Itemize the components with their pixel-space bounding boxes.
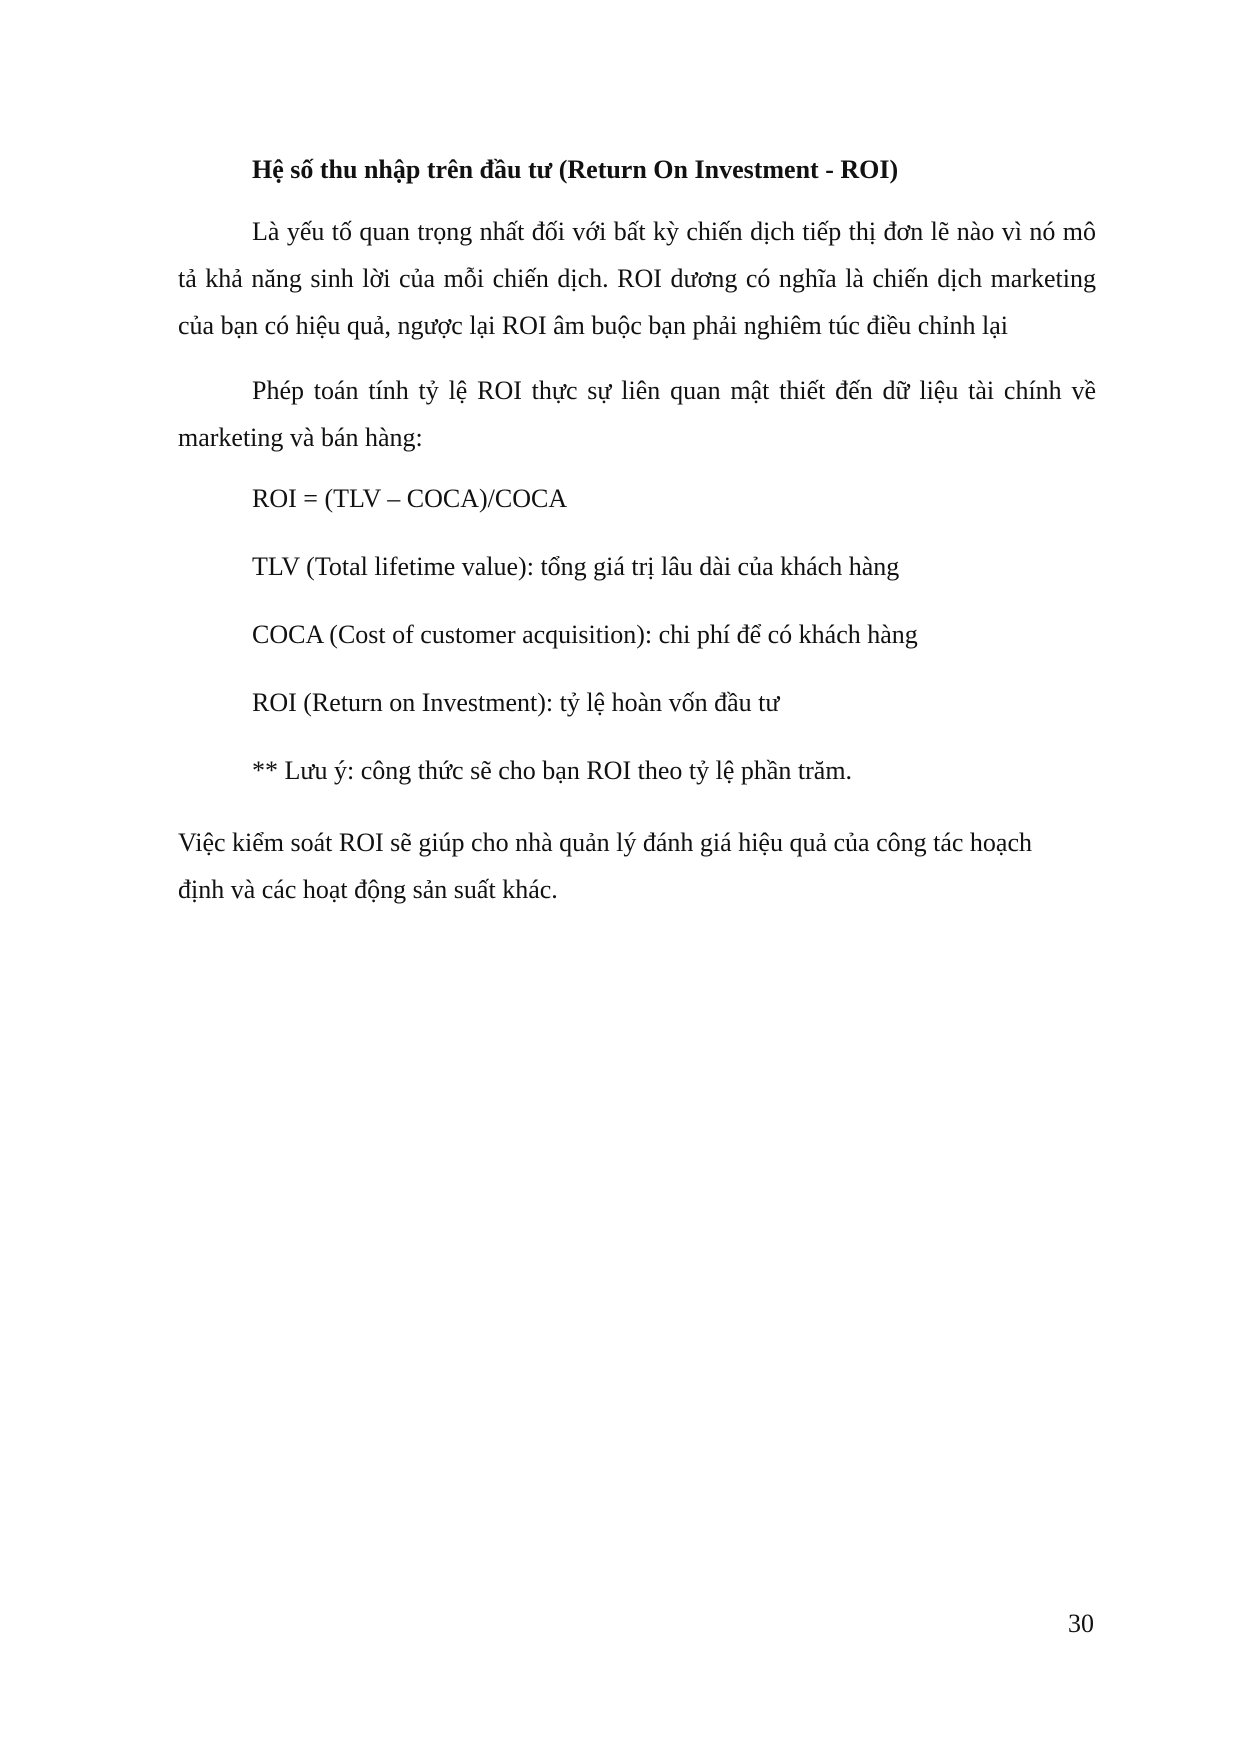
paragraph-roi-calculation: Phép toán tính tỷ lệ ROI thực sự liên quan mật thiết đến dữ liệu tài chính về marketing và bán hàng:: [178, 376, 1096, 452]
page-content: [178, 150, 1096, 913]
note-percentage: ** Lưu ý: công thức sẽ cho bạn ROI theo tỷ lệ phần trăm.: [252, 756, 853, 785]
definition-roi: ROI (Return on Investment): tỷ lệ hoàn vốn đầu tư: [252, 688, 780, 717]
formula-roi: ROI = (TLV – COCA)/COCA: [252, 484, 568, 513]
page-number: 30: [1068, 1609, 1094, 1638]
section-heading: Hệ số thu nhập trên đầu tư (Return On Investment - ROI): [252, 155, 899, 184]
definition-coca: COCA (Cost of customer acquisition): chi phí để có khách hàng: [252, 620, 918, 649]
paragraph-roi-definition: Là yếu tố quan trọng nhất đối với bất kỳ chiến dịch tiếp thị đơn lẽ nào vì nó mô tả khả năng sinh lời của mỗi chiến dịch. ROI dương có nghĩa là chiến dịch marketing của bạn có hiệu quả, ngược lại ROI âm buộc bạn phải nghiêm túc điều chỉnh lại: [178, 217, 1096, 340]
closing-paragraph: Việc kiểm soát ROI sẽ giúp cho nhà quản lý đánh giá hiệu quả của công tác hoạch định và các hoạt động sản suất khác.: [178, 828, 1033, 904]
definition-tlv: TLV (Total lifetime value): tổng giá trị lâu dài của khách hàng: [252, 552, 900, 581]
